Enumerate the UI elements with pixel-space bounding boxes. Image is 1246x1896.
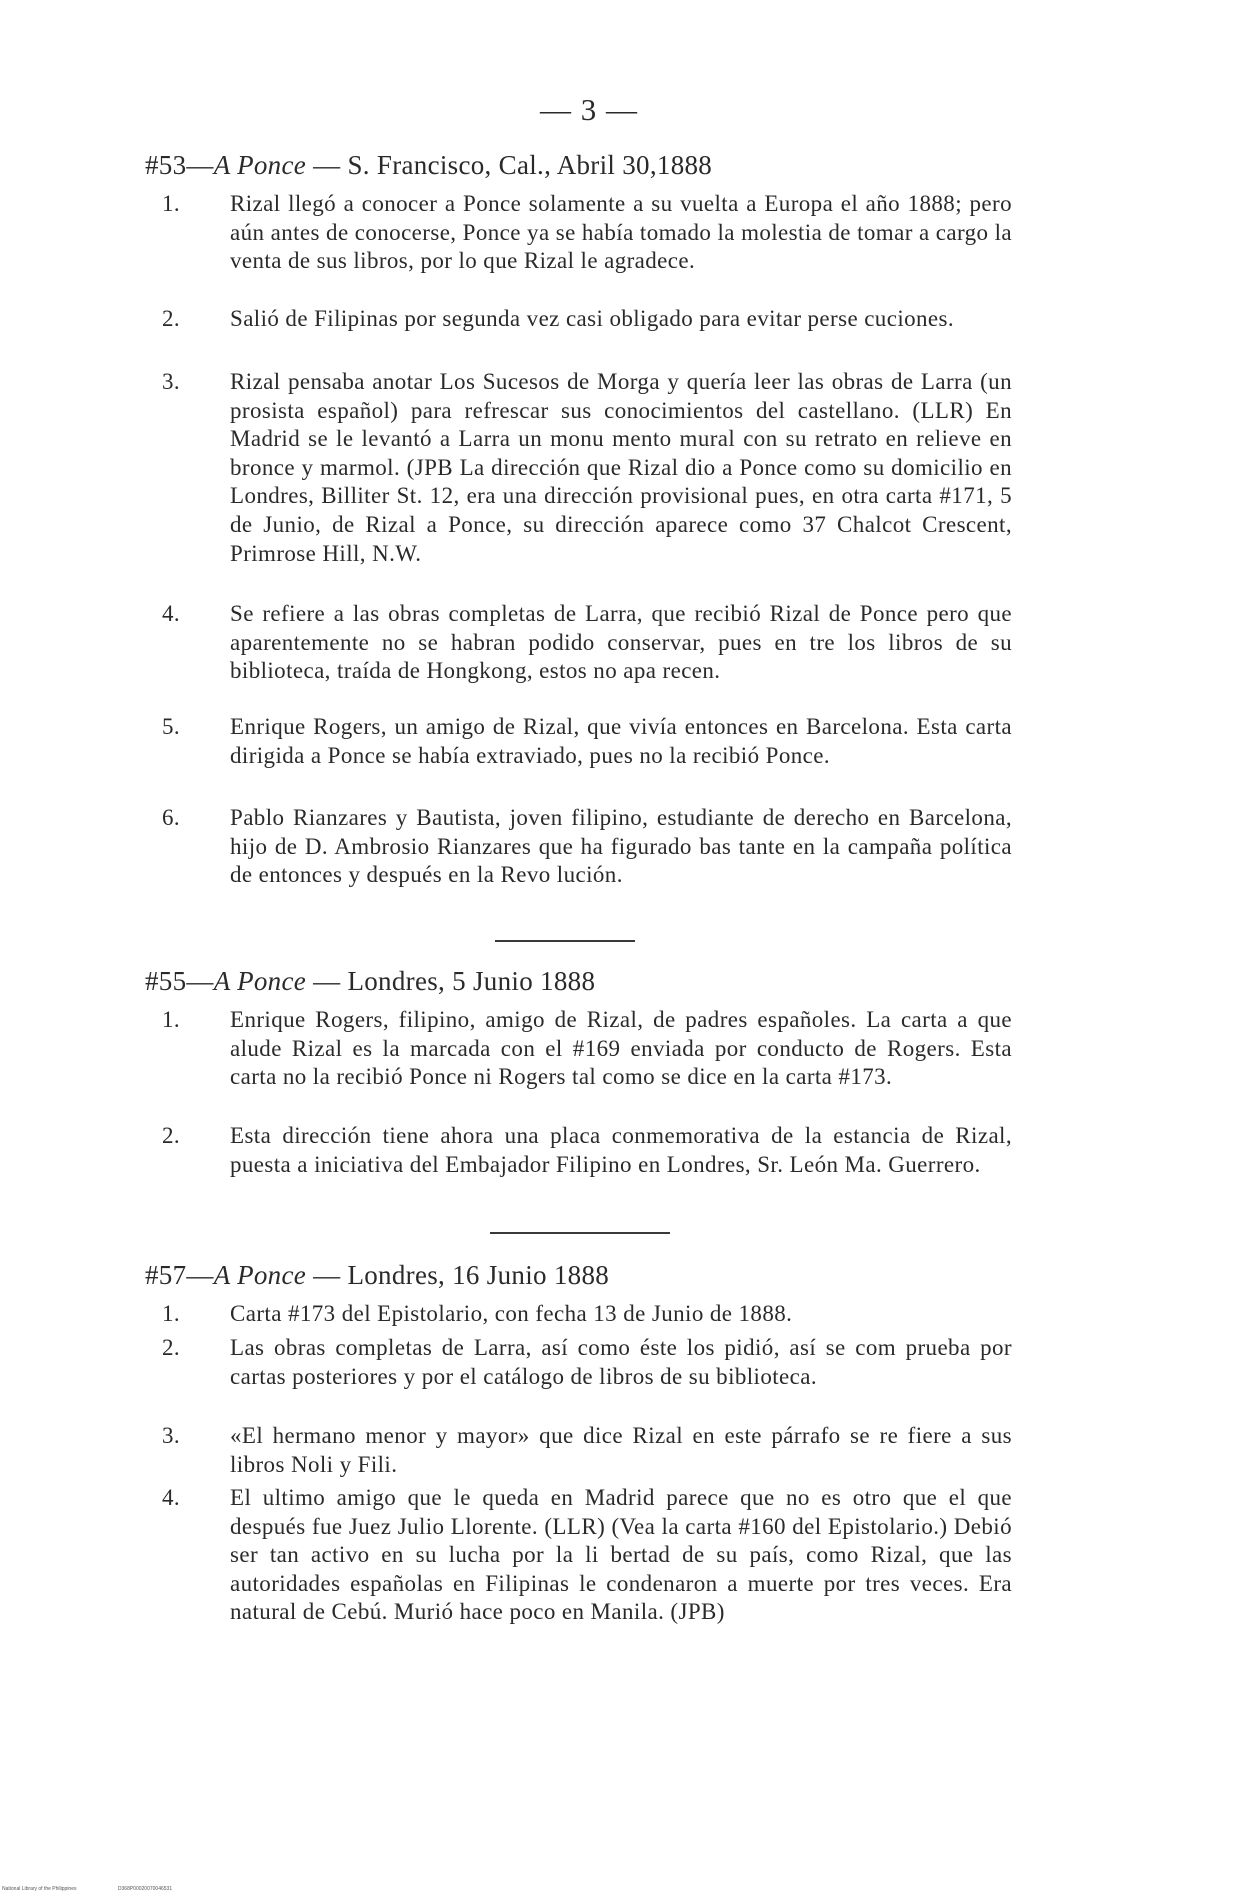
footnote-2 bbox=[162, 1122, 1012, 1179]
note-number: 2. bbox=[162, 1123, 181, 1148]
note-text: Pablo Rianzares y Bautista, joven filipino, estudiante de derecho en Barcelona, hijo de D. Ambrosio Rianzares que ha figurado bas tante en la campaña política de entonces y después en la Revo lución. bbox=[230, 805, 1012, 888]
recipient: A Ponce bbox=[213, 150, 307, 180]
note-number: 5. bbox=[162, 714, 181, 739]
heading-dash: — bbox=[186, 966, 214, 996]
letter-number: #57 bbox=[145, 1260, 187, 1290]
recipient: A Ponce bbox=[213, 966, 307, 996]
note-number: 2. bbox=[162, 1335, 181, 1360]
footnote-3 bbox=[162, 1422, 1012, 1479]
section-divider bbox=[490, 1232, 670, 1234]
institution-label: National Library of the Philippines bbox=[2, 1886, 77, 1892]
footnote-1 bbox=[162, 1006, 1012, 1092]
footnote-3 bbox=[162, 368, 1012, 568]
place-date: — S. Francisco, Cal., Abril 30,1888 bbox=[313, 150, 713, 180]
note-text: Enrique Rogers, filipino, amigo de Rizal, de padres españoles. La carta a que alude Rizal es la marcada con el #169 enviada por conducto de Rogers. Esta carta no la recibió Ponce ni Rogers tal como se dice en la carta #173. bbox=[230, 1007, 1012, 1090]
note-text: Rizal pensaba anotar Los Sucesos de Morga y quería leer las obras de Larra (un prosista español) para refrescar sus conocimientos del castellano. (LLR) En Madrid se le levantó a Larra un monu mento mural con su retrato en relieve en bronce y marmol. (JPB La dirección que Rizal dio a Ponce como su domicilio en Londres, Billiter St. 12, era una dirección provisional pues, en otra carta #171, 5 de Junio, de Rizal a Ponce, su dirección aparece como 37 Chalcot Crescent, Primrose Hill, N.W. bbox=[230, 369, 1012, 566]
scan-footer bbox=[2, 1886, 212, 1892]
letter-number: #55 bbox=[145, 966, 187, 996]
note-text: «El hermano menor y mayor» que dice Rizal en este párrafo se re fiere a sus libros Noli y Fili. bbox=[230, 1423, 1012, 1477]
note-text: Las obras completas de Larra, así como éste los pidió, así se com prueba por cartas posteriores y por el catálogo de libros de su biblioteca. bbox=[230, 1335, 1012, 1389]
heading-dash: — bbox=[186, 150, 214, 180]
heading-dash: — bbox=[186, 1260, 214, 1290]
recipient: A Ponce bbox=[213, 1260, 307, 1290]
footnote-1 bbox=[162, 1300, 1012, 1329]
scan-code: D368P00020070046531 bbox=[117, 1886, 173, 1892]
footnote-4 bbox=[162, 600, 1012, 686]
note-number: 6. bbox=[162, 805, 181, 830]
note-text: Esta dirección tiene ahora una placa conmemorativa de la estancia de Rizal, puesta a iniciativa del Embajador Filipino en Londres, Sr. León Ma. Guerrero. bbox=[230, 1123, 1012, 1177]
note-text: Se refiere a las obras completas de Larra, que recibió Rizal de Ponce pero que aparentemente no se habran podido conservar, pues en tre los libros de su biblioteca, traída de Hongkong, estos no apa recen. bbox=[230, 601, 1012, 684]
letter-number: #53 bbox=[145, 150, 187, 180]
place-date: — Londres, 16 Junio 1888 bbox=[313, 1260, 610, 1290]
section-heading bbox=[145, 966, 595, 997]
footnote-6 bbox=[162, 804, 1012, 890]
note-number: 2. bbox=[162, 306, 181, 331]
footnote-2 bbox=[162, 305, 1012, 334]
footnote-1 bbox=[162, 190, 1012, 276]
note-text: Enrique Rogers, un amigo de Rizal, que vivía entonces en Barcelona. Esta carta dirigida a Ponce se había extraviado, pues no la recibió Ponce. bbox=[230, 714, 1012, 768]
note-number: 4. bbox=[162, 601, 181, 626]
section-heading bbox=[145, 1260, 609, 1291]
note-text: El ultimo amigo que le queda en Madrid parece que no es otro que el que después fue Juez Julio Llorente. (LLR) (Vea la carta #160 del Epistolario.) Debió ser tan activo en su lucha por la li bertad de su país, como Rizal, que las autoridades españolas en Filipinas le condenaron a muerte por tres veces. Era natural de Cebú. Murió hace poco en Manila. (JPB) bbox=[230, 1485, 1012, 1625]
footnote-4 bbox=[162, 1484, 1012, 1627]
page-number: — 3 — bbox=[540, 92, 638, 127]
section-divider bbox=[495, 940, 635, 942]
footnote-2 bbox=[162, 1334, 1012, 1391]
note-number: 4. bbox=[162, 1485, 181, 1510]
note-number: 3. bbox=[162, 1423, 181, 1448]
note-number: 3. bbox=[162, 369, 181, 394]
place-date: — Londres, 5 Junio 1888 bbox=[313, 966, 596, 996]
note-number: 1. bbox=[162, 1007, 181, 1032]
note-text: Carta #173 del Epistolario, con fecha 13 de Junio de 1888. bbox=[230, 1301, 793, 1326]
note-number: 1. bbox=[162, 1301, 181, 1326]
section-heading bbox=[145, 150, 712, 181]
note-number: 1. bbox=[162, 191, 181, 216]
note-text: Rizal llegó a conocer a Ponce solamente a su vuelta a Europa el año 1888; pero aún antes de conocerse, Ponce ya se había tomado la molestia de tomar a cargo la venta de sus libros, por lo que Rizal le agradece. bbox=[230, 191, 1012, 274]
footnote-5 bbox=[162, 713, 1012, 770]
note-text: Salió de Filipinas por segunda vez casi obligado para evitar perse cuciones. bbox=[230, 306, 955, 331]
